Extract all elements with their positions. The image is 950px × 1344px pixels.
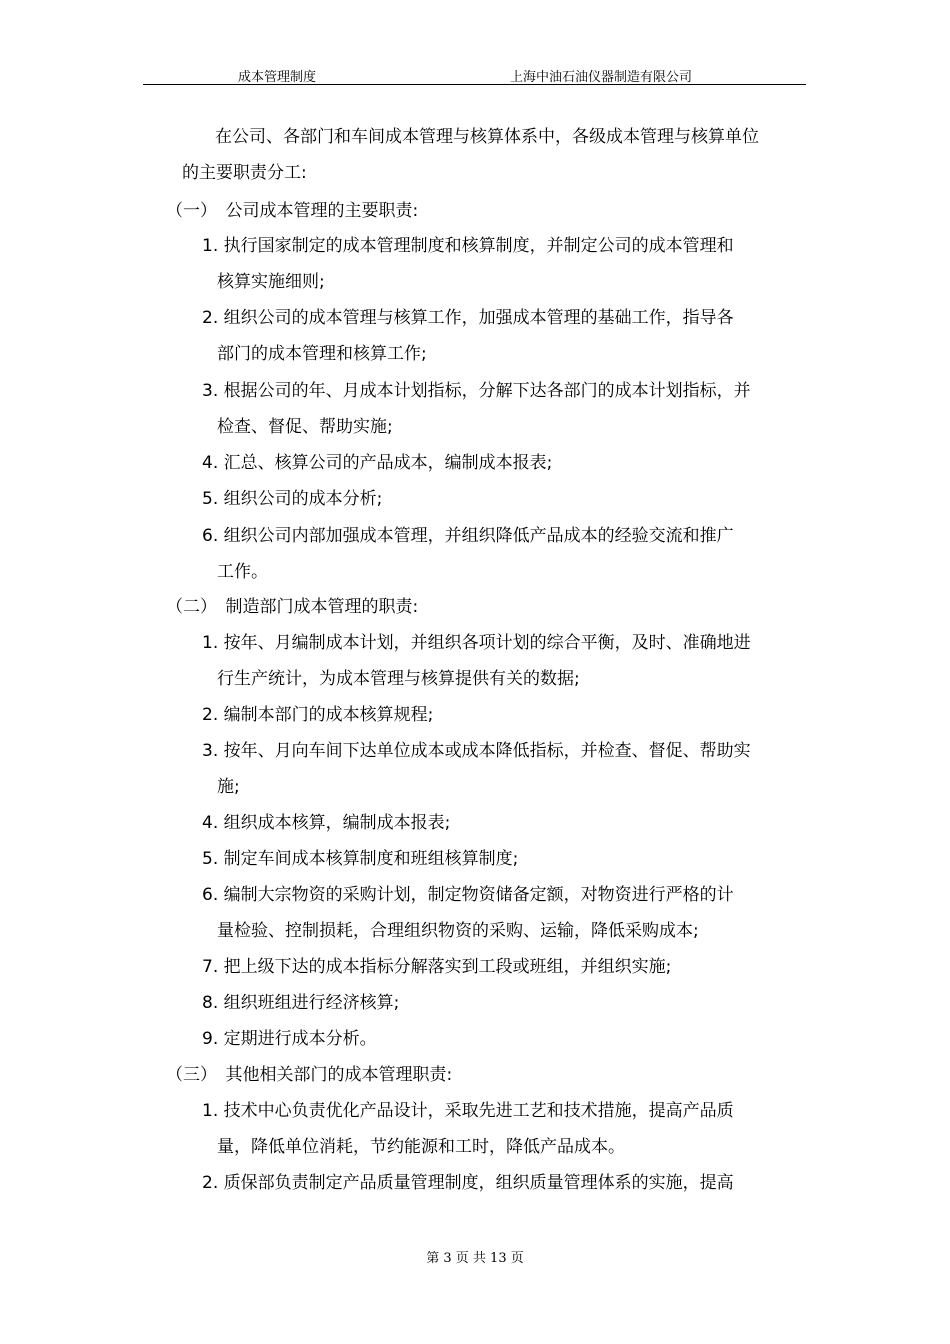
section-heading: （二） 制造部门成本管理的职责: <box>166 597 419 617</box>
list-item: 8. 组织班组进行经济核算; <box>202 993 400 1013</box>
intro-paragraph-line: 的主要职责分工: <box>182 163 307 183</box>
list-item: 6. 组织公司内部加强成本管理，并组织降低产品成本的经验交流和推广 <box>202 526 734 546</box>
list-item: 4. 组织成本核算，编制成本报表; <box>202 813 451 833</box>
list-item: 1. 按年、月编制成本计划，并组织各项计划的综合平衡，及时、准确地进 <box>202 633 751 653</box>
list-item-continuation: 部门的成本管理和核算工作; <box>217 344 427 364</box>
list-item: 6. 编制大宗物资的采购计划，制定物资储备定额，对物资进行严格的计 <box>202 885 734 905</box>
header-document-title: 成本管理制度 <box>238 70 317 85</box>
list-item: 2. 质保部负责制定产品质量管理制度，组织质量管理体系的实施，提高 <box>202 1173 734 1193</box>
list-item: 7. 把上级下达的成本指标分解落实到工段或班组，并组织实施; <box>202 957 672 977</box>
section-heading: （一） 公司成本管理的主要职责: <box>166 201 419 221</box>
list-item: 2. 编制本部门的成本核算规程; <box>202 705 434 725</box>
list-item: 5. 组织公司的成本分析; <box>202 489 383 509</box>
list-item-continuation: 行生产统计，为成本管理与核算提供有关的数据; <box>217 669 580 689</box>
list-item: 9. 定期进行成本分析。 <box>202 1029 377 1049</box>
section-heading: （三） 其他相关部门的成本管理职责: <box>166 1065 453 1085</box>
list-item: 3. 按年、月向车间下达单位成本或成本降低指标，并检查、督促、帮助实 <box>202 741 751 761</box>
list-item-continuation: 工作。 <box>217 562 268 582</box>
page-number-footer: 第 3 页 共 13 页 <box>426 1251 524 1266</box>
header-rule <box>143 84 806 85</box>
list-item: 3. 根据公司的年、月成本计划指标，分解下达各部门的成本计划指标，并 <box>202 381 751 401</box>
intro-paragraph-line: 在公司、各部门和车间成本管理与核算体系中，各级成本管理与核算单位 <box>215 127 759 147</box>
header-company-name: 上海中油石油仪器制造有限公司 <box>510 70 693 85</box>
list-item: 1. 技术中心负责优化产品设计，采取先进工艺和技术措施，提高产品质 <box>202 1101 734 1121</box>
list-item-continuation: 量，降低单位消耗，节约能源和工时，降低产品成本。 <box>217 1137 625 1157</box>
list-item: 4. 汇总、核算公司的产品成本，编制成本报表; <box>202 453 553 473</box>
list-item: 1. 执行国家制定的成本管理制度和核算制度，并制定公司的成本管理和 <box>202 236 734 256</box>
list-item: 5. 制定车间成本核算制度和班组核算制度; <box>202 849 519 869</box>
list-item-continuation: 核算实施细则; <box>217 272 325 292</box>
list-item: 2. 组织公司的成本管理与核算工作，加强成本管理的基础工作，指导各 <box>202 308 734 328</box>
list-item-continuation: 量检验、控制损耗，合理组织物资的采购、运输，降低采购成本; <box>217 921 699 941</box>
list-item-continuation: 施; <box>217 777 240 797</box>
list-item-continuation: 检查、督促、帮助实施; <box>217 417 393 437</box>
